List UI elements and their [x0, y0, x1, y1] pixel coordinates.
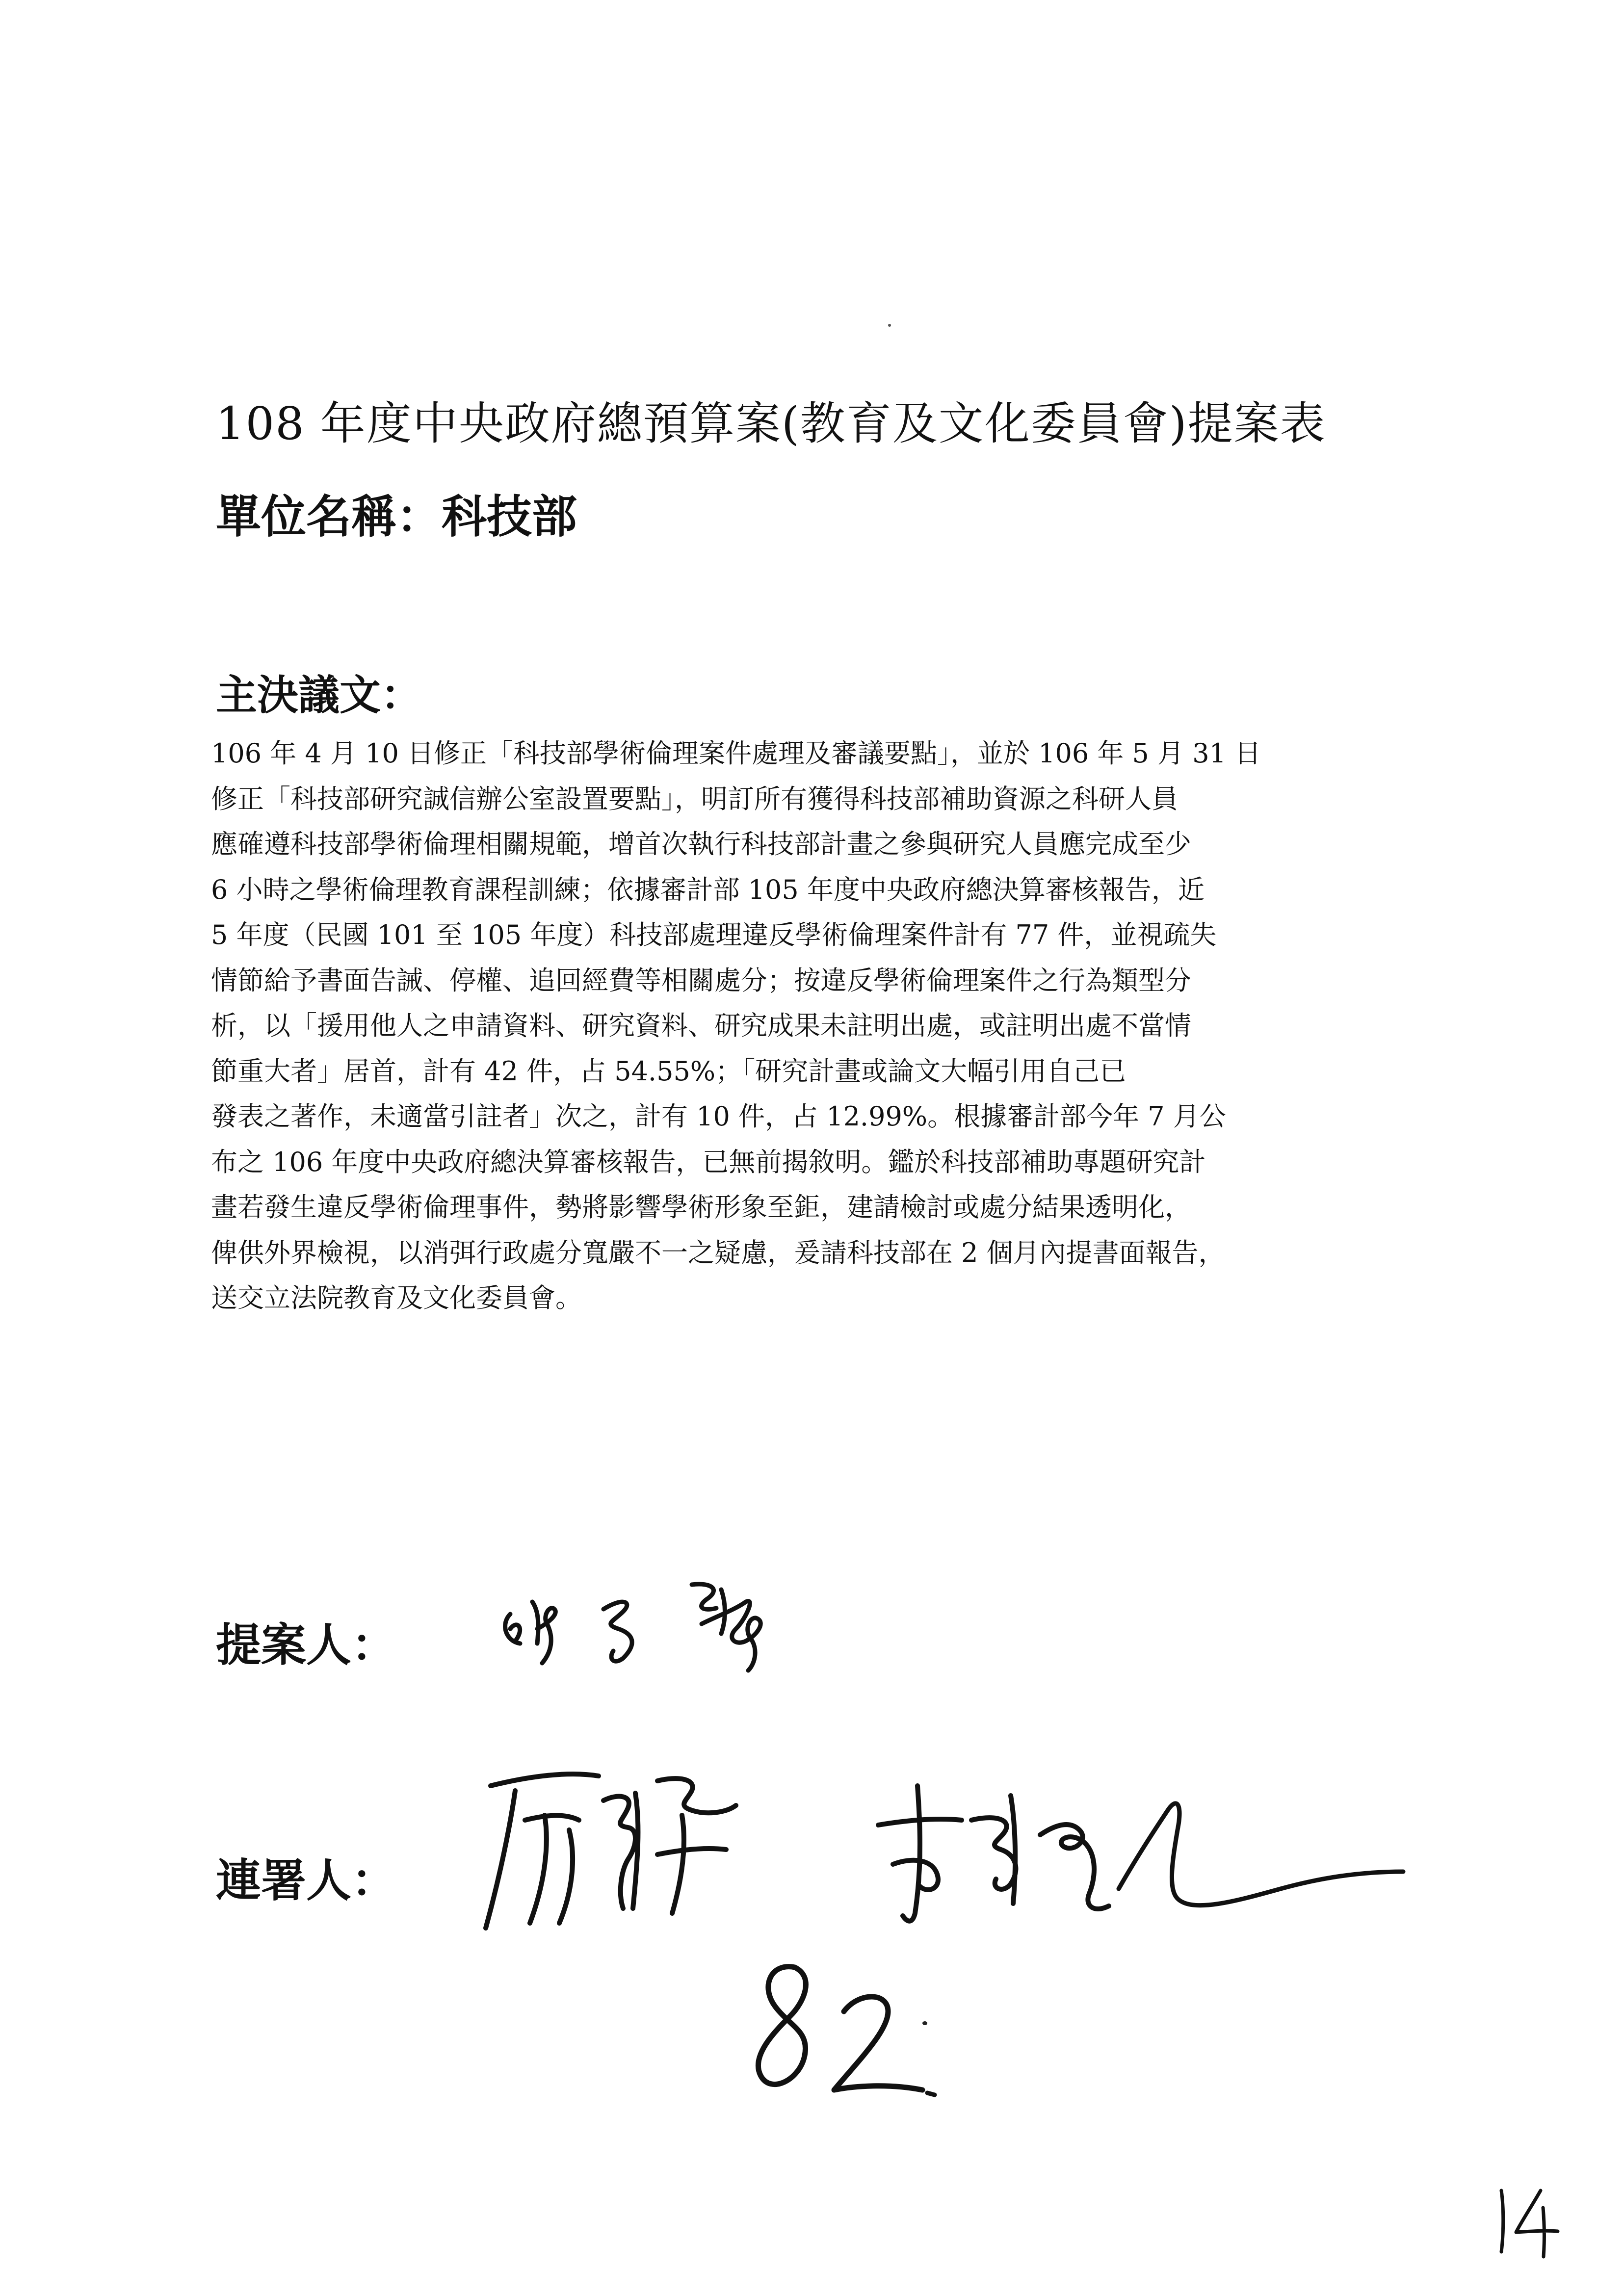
- scan-speck: [922, 2021, 927, 2025]
- resolution-body: [211, 731, 1447, 1321]
- document-title: 108 年度中央政府總預算案(教育及文化委員會)提案表: [216, 397, 1326, 450]
- body-line: 情節給予書面告誡、停權、追回經費等相關處分；按違反學術倫理案件之行為類型分: [211, 965, 1191, 996]
- handwritten-number: [731, 1948, 947, 2114]
- body-line: 發表之著作，未適當引註者」次之，計有 10 件，占 12.99%。根據審計部今年 7 月公: [211, 1101, 1226, 1132]
- body-line: 送交立法院教育及文化委員會。: [211, 1282, 582, 1313]
- body-line: 布之 106 年度中央政府總決算審核報告，已無前揭敘明。鑑於科技部補助專題研究計: [211, 1146, 1206, 1177]
- scan-speck: [888, 324, 891, 327]
- proposer-label: 提案人：: [216, 1618, 397, 1671]
- cosigner-signature-1: [471, 1747, 746, 1953]
- page-number: [1482, 2178, 1565, 2262]
- body-line: 俾供外界檢視，以消弭行政處分寬嚴不一之疑慮，爰請科技部在 2 個月內提書面報告，: [211, 1237, 1225, 1268]
- cosigner-signature-2: [864, 1766, 1418, 1943]
- body-line: 畫若發生違反學術倫理事件，勢將影響學術形象至鉅，建請檢討或處分結果透明化，: [211, 1192, 1191, 1223]
- section-heading: 主決議文：: [216, 671, 422, 719]
- body-line: 析，以「援用他人之申請資料、研究資料、研究成果未註明出處，或註明出處不當情: [211, 1010, 1191, 1041]
- cosigner-label: 連署人：: [216, 1854, 397, 1907]
- unit-name: 單位名稱：科技部: [216, 490, 577, 543]
- body-line: 106 年 4 月 10 日修正「科技部學術倫理案件處理及審議要點」，並於 106 年 5 月 31 日: [211, 738, 1261, 769]
- body-line: 修正「科技部研究誠信辦公室設置要點」，明訂所有獲得科技部補助資源之科研人員: [211, 783, 1178, 814]
- body-line: 節重大者」居首，計有 42 件，占 54.55%；「研究計畫或論文大幅引用自己已: [211, 1055, 1126, 1087]
- body-line: 應確遵科技部學術倫理相關規範，增首次執行科技部計畫之參與研究人員應完成至少: [211, 829, 1191, 860]
- body-line: 6 小時之學術倫理教育課程訓練；依據審計部 105 年度中央政府總決算審核報告，近: [211, 874, 1205, 905]
- body-line: 5 年度（民國 101 至 105 年度）科技部處理違反學術倫理案件計有 77 件，並視疏失: [211, 919, 1217, 950]
- proposer-signature: [491, 1555, 844, 1683]
